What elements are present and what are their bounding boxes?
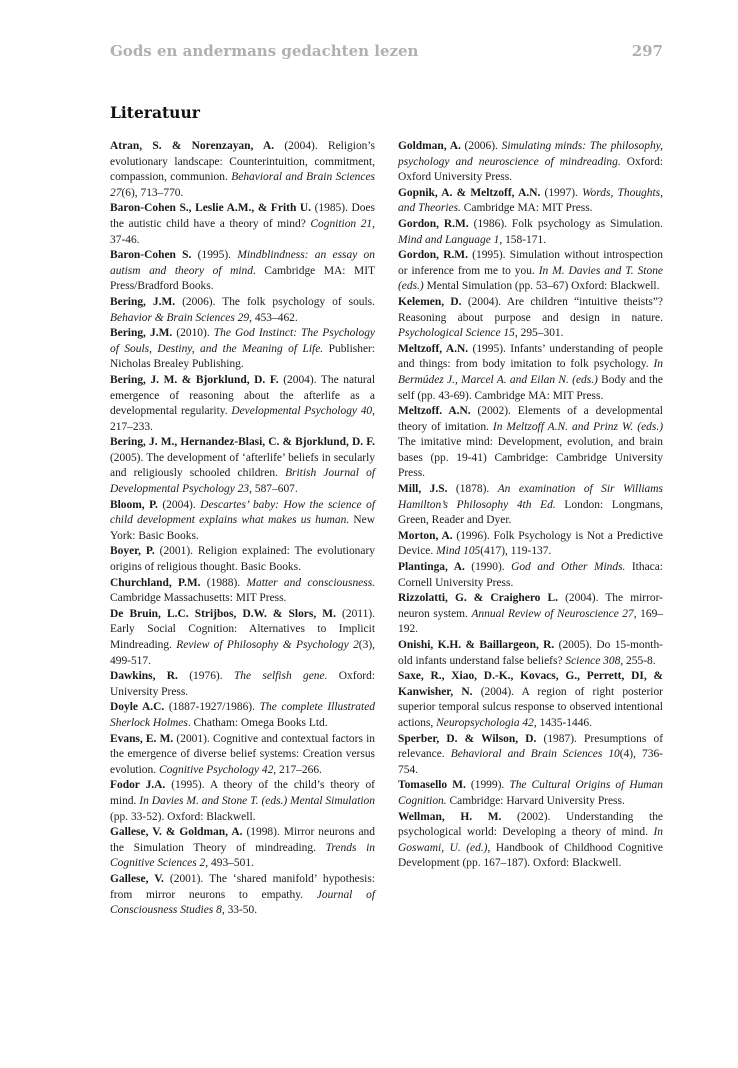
reference-text: (3), 499-517. xyxy=(110,639,375,667)
reference-author: Tomasello M. xyxy=(398,779,466,792)
reference-text: , 295–301. xyxy=(514,327,564,340)
reference-text: (2006). The folk psychology of souls. xyxy=(175,295,375,308)
reference-text: (1995). Infants’ understanding of people and things: from body imitation to folk psychology. xyxy=(398,342,663,371)
reference-text: (2004). Are children “intuitive theists”? Reasoning about purpose and design in nature. xyxy=(398,295,664,324)
reference-entry xyxy=(398,638,663,669)
reference-entry xyxy=(110,825,375,872)
running-title: Gods en andermans gedachten lezen xyxy=(110,42,419,60)
reference-title: Behavioral and Brain Sciences 27 xyxy=(110,171,375,199)
reference-text: (2004). Religion’s evolutionary landscape: Counterintuition, commitment, compassion, communion. xyxy=(110,140,376,184)
reference-entry xyxy=(110,576,375,607)
reference-author: Bering, J. M. & Bjorklund, D. F. xyxy=(110,373,279,386)
reference-text: (2001). Cognitive and contextual factors in the emergence of diverse belief systems: Creation versus evolution. xyxy=(110,732,375,776)
reference-title: The God Instinct: The Psychology of Souls, Destiny, and the Meaning of Life. xyxy=(110,327,375,355)
reference-text: , 37-46. xyxy=(110,217,375,246)
reference-entry xyxy=(110,295,375,326)
reference-text: , 217–266. xyxy=(273,763,322,776)
reference-entry xyxy=(110,498,375,545)
reference-author: Gordon, R.M. xyxy=(398,249,468,262)
reference-author: De Bruin, L.C. Strijbos, D.W. & Slors, M. xyxy=(110,607,336,620)
reference-text: Cambridge Massachusetts: MIT Press. xyxy=(110,592,287,605)
reference-text: The imitative mind: Development, evolution, and brain bases (pp. 19-41) Cambridge: Cambridge University Press. xyxy=(398,436,663,480)
reference-author: Wellman, H. M. xyxy=(398,810,502,823)
reference-text: , 453–462. xyxy=(249,311,298,324)
reference-text: , 33-50. xyxy=(221,904,258,917)
reference-entry xyxy=(110,139,375,201)
reference-entry xyxy=(110,248,375,295)
reference-title: Words, Thoughts, and Theories. xyxy=(398,186,663,215)
reference-text: (4), 736-754. xyxy=(398,748,663,776)
reference-text: . Cambridge MA: MIT Press/Bradford Books. xyxy=(110,264,375,293)
reference-author: Gopnik, A. & Meltzoff, A.N. xyxy=(398,186,541,199)
reference-author: Gordon, R.M. xyxy=(398,217,469,230)
reference-author: Bloom, P. xyxy=(110,498,158,511)
reference-author: Bering, J.M. xyxy=(110,295,176,308)
reference-text: (1988). xyxy=(200,576,247,589)
reference-entry xyxy=(398,778,663,809)
reference-title: Neuropsychologia 42 xyxy=(436,716,534,729)
reference-title: The selfish gene. xyxy=(233,670,328,683)
reference-entry xyxy=(110,669,375,700)
reference-entry xyxy=(398,529,663,560)
reference-title: British Journal of Developmental Psychology 23 xyxy=(110,467,375,496)
reference-entry xyxy=(110,544,375,575)
reference-title: The complete Illustrated Sherlock Holmes xyxy=(110,701,376,729)
reference-entry xyxy=(398,482,663,529)
reference-entry xyxy=(398,591,663,638)
reference-author: Sperber, D. & Wilson, D. xyxy=(398,732,537,745)
reference-entry xyxy=(110,778,375,825)
reference-text: Cambridge MA: MIT Press. xyxy=(460,202,593,215)
reference-column-left xyxy=(110,139,375,919)
reference-entry xyxy=(398,810,663,872)
reference-entry xyxy=(398,342,663,404)
reference-entry xyxy=(398,186,663,217)
reference-author: Baron-Cohen S. xyxy=(110,249,192,262)
reference-author: Meltzoff, A.N. xyxy=(398,342,469,355)
reference-title: Psychological Science 15 xyxy=(398,327,515,340)
reference-author: Kelemen, D. xyxy=(398,295,462,308)
reference-text: Mental Simulation (pp. 53–67) Oxford: Blackwell. xyxy=(423,280,660,293)
reference-entry xyxy=(398,295,663,342)
reference-text: (1986). Folk psychology as Simulation. xyxy=(468,217,664,230)
reference-column-right xyxy=(398,139,663,872)
reference-text: (1995). Simulation without introspection or inference from me to you. xyxy=(398,249,663,277)
reference-text: . Chatham: Omega Books Ltd. xyxy=(187,716,328,729)
reference-author: Mill, J.S. xyxy=(398,483,448,496)
reference-author: Evans, E. M. xyxy=(110,732,174,745)
reference-text: (2011). Early Social Cognition: Alternatives to Implicit Mindreading. xyxy=(110,607,375,651)
reference-author: Goldman, A. xyxy=(398,140,461,152)
reference-author: Dawkins, R. xyxy=(110,670,178,683)
reference-entry xyxy=(110,607,375,669)
reference-entry xyxy=(110,326,375,373)
reference-text: (2004). A region of right posterior superior temporal sulcus response to observed intentional actions, xyxy=(398,685,663,729)
reference-entry xyxy=(110,201,375,248)
reference-entry xyxy=(110,435,375,497)
reference-text: (417), 119-137. xyxy=(480,545,552,558)
reference-text: (1987). Presumptions of relevance. xyxy=(398,732,664,761)
reference-author: Doyle A.C. xyxy=(110,701,165,714)
reference-author: Rizzolatti, G. & Craighero L. xyxy=(398,592,558,605)
reference-author: Gallese, V. xyxy=(110,872,164,885)
reference-title: In Goswami, U. (ed.), xyxy=(398,826,663,854)
reference-author: Baron-Cohen S., Leslie A.M., & Frith U. xyxy=(110,202,312,215)
reference-entry xyxy=(110,872,375,919)
reference-title: Behavior & Brain Sciences 29 xyxy=(110,311,250,324)
reference-title: Behavioral and Brain Sciences 10 xyxy=(450,748,620,761)
reference-entry xyxy=(398,248,663,295)
reference-entry xyxy=(110,700,375,731)
reference-title: Trends in Cognitive Sciences 2 xyxy=(110,841,375,870)
reference-text: (2005). Do 15-month-old infants understand false beliefs? xyxy=(398,639,663,667)
reference-text: (2010). xyxy=(172,327,214,340)
reference-entry xyxy=(398,669,663,731)
reference-text: (2004). xyxy=(157,498,201,511)
reference-author: Atran, S. & Norenzayan, A. xyxy=(110,140,275,152)
reference-text: , 158-171. xyxy=(499,233,547,246)
reference-author: Boyer, P. xyxy=(110,545,155,558)
reference-author: Bering, J.M. xyxy=(110,327,173,340)
reference-title: The Cultural Origins of Human Cognition. xyxy=(398,779,663,807)
section-title: Literatuur xyxy=(110,103,200,122)
reference-text: (1878). xyxy=(447,483,498,496)
reference-title: Mind 105 xyxy=(436,545,481,558)
running-header xyxy=(110,42,663,60)
reference-text: (1996). Folk Psychology is Not a Predictive Device. xyxy=(398,529,663,558)
reference-title: Science 308 xyxy=(565,654,621,667)
reference-author: Churchland, P.M. xyxy=(110,576,201,589)
reference-text: , 1435-1446. xyxy=(533,716,593,729)
reference-title: Descartes’ baby: How the science of child development explains what makes us human xyxy=(110,498,375,527)
reference-title: Simulating minds: The philosophy, psychology and neuroscience of mindreading. xyxy=(398,140,664,168)
reference-text: (2006). xyxy=(460,140,502,152)
reference-text: Handbook of Childhood Cognitive Development (pp. 167–187). Oxford: Blackwell. xyxy=(398,841,663,870)
reference-text: , 169–192. xyxy=(398,607,664,636)
reference-author: Fodor J.A. xyxy=(110,779,166,792)
reference-entry xyxy=(110,732,375,779)
reference-entry xyxy=(398,560,663,591)
reference-entry xyxy=(110,373,375,435)
reference-text: Oxford: Oxford University Press. xyxy=(398,155,663,184)
reference-entry xyxy=(398,404,663,482)
reference-text: (pp. 33-52). Oxford: Blackwell. xyxy=(110,810,256,823)
reference-text: London: Longmans, Green, Reader and Dyer. xyxy=(398,498,664,527)
reference-title: Review of Philosophy & Psychology 2 xyxy=(176,639,359,651)
reference-author: Meltzoff. A.N. xyxy=(398,405,471,418)
reference-text: (2005). The development of ‘afterlife’ beliefs in secularly and religiously schooled children. xyxy=(110,451,375,480)
reference-text: (2004). The mirror-neuron system. xyxy=(398,592,663,620)
reference-title: In Bermúdez J., Marcel A. and Eilan N. (eds.) xyxy=(398,358,663,386)
reference-title: God and Other Minds. xyxy=(511,561,626,574)
reference-text: Publisher: Nicholas Brealey Publishing. xyxy=(110,342,376,371)
reference-entry xyxy=(398,732,663,779)
reference-author: Morton, A. xyxy=(398,529,453,542)
reference-text: (2002). Understanding the psychological world: Developing a theory of mind. xyxy=(398,810,663,839)
reference-title: Journal of Consciousness Studies 8 xyxy=(110,888,376,917)
reference-text: , 493–501. xyxy=(205,857,254,870)
reference-text: (6), 713–770. xyxy=(121,186,184,199)
reference-text: , 217–233. xyxy=(110,405,375,433)
reference-text: Body and the self (pp. 43-69). Cambridge MA: MIT Press. xyxy=(398,373,663,402)
reference-text: (1997). xyxy=(540,186,583,199)
reference-title: Mindblindness: an essay on autism and theory of mind xyxy=(110,249,375,277)
reference-text: . New York: Basic Books. xyxy=(110,514,375,542)
reference-title: Cognitive Psychology 42 xyxy=(158,763,274,776)
reference-text: (1990). xyxy=(464,561,512,574)
reference-text: (1985). Does the autistic child have a theory of mind? xyxy=(110,202,376,230)
reference-entry xyxy=(398,139,663,186)
reference-title: Mind and Language 1 xyxy=(398,233,500,246)
reference-text: , 587–607. xyxy=(249,483,298,496)
reference-title: Cognition 21 xyxy=(310,217,373,230)
reference-text: (1999). xyxy=(465,779,510,792)
page-number: 297 xyxy=(631,42,663,60)
reference-text: (1995). xyxy=(191,249,238,262)
reference-author: Plantinga, A. xyxy=(398,561,465,574)
reference-title: Developmental Psychology 40 xyxy=(231,405,373,418)
reference-title: Matter and consciousness. xyxy=(246,576,376,589)
reference-author: Onishi, K.H. & Baillargeon, R. xyxy=(398,639,555,651)
reference-text: (2001). Religion explained: The evolutionary origins of religious thought. Basic Books. xyxy=(110,545,375,574)
reference-author: Saxe, R., Xiao, D.-K., Kovacs, G., Perrett, DI, & Kanwisher, N. xyxy=(398,670,663,698)
reference-text: (1995). A theory of the child’s theory of mind. xyxy=(110,779,375,807)
reference-text: (2004). The natural emergence of reasoning about the afterlife as a developmental regularity. xyxy=(110,373,375,418)
reference-title: An examination of Sir Williams Hamilton’s Philosophy 4th Ed. xyxy=(398,483,663,511)
reference-entry xyxy=(398,217,663,248)
reference-text: (2001). The ‘shared manifold’ hypothesis: from mirror neurons to empathy. xyxy=(110,872,375,901)
reference-text: (2002). Elements of a developmental theory of imitation. xyxy=(398,405,663,433)
reference-author: Bering, J. M., Hernandez-Blasi, C. & Bjorklund, D. F. xyxy=(110,436,375,449)
reference-title: In Meltzoff A.N. and Prinz W. (eds.) xyxy=(492,420,663,433)
reference-title: In M. Davies and T. Stone (eds.) xyxy=(398,264,663,293)
reference-text: , 255-8. xyxy=(620,654,656,667)
reference-text: Cambridge: Harvard University Press. xyxy=(446,794,625,807)
reference-author: Gallese, V. & Goldman, A. xyxy=(110,826,243,839)
reference-text: Oxford: University Press. xyxy=(110,670,375,698)
reference-text: (1887-1927/1986). xyxy=(164,701,260,714)
reference-text: Ithaca: Cornell University Press. xyxy=(398,561,663,589)
reference-title: In Davies M. and Stone T. (eds.) Mental Simulation xyxy=(139,794,375,807)
reference-text: (1976). xyxy=(177,670,234,683)
reference-text: (1998). Mirror neurons and the Simulation Theory of mindreading. xyxy=(110,826,375,854)
reference-title: Annual Review of Neuroscience 27 xyxy=(471,607,634,620)
